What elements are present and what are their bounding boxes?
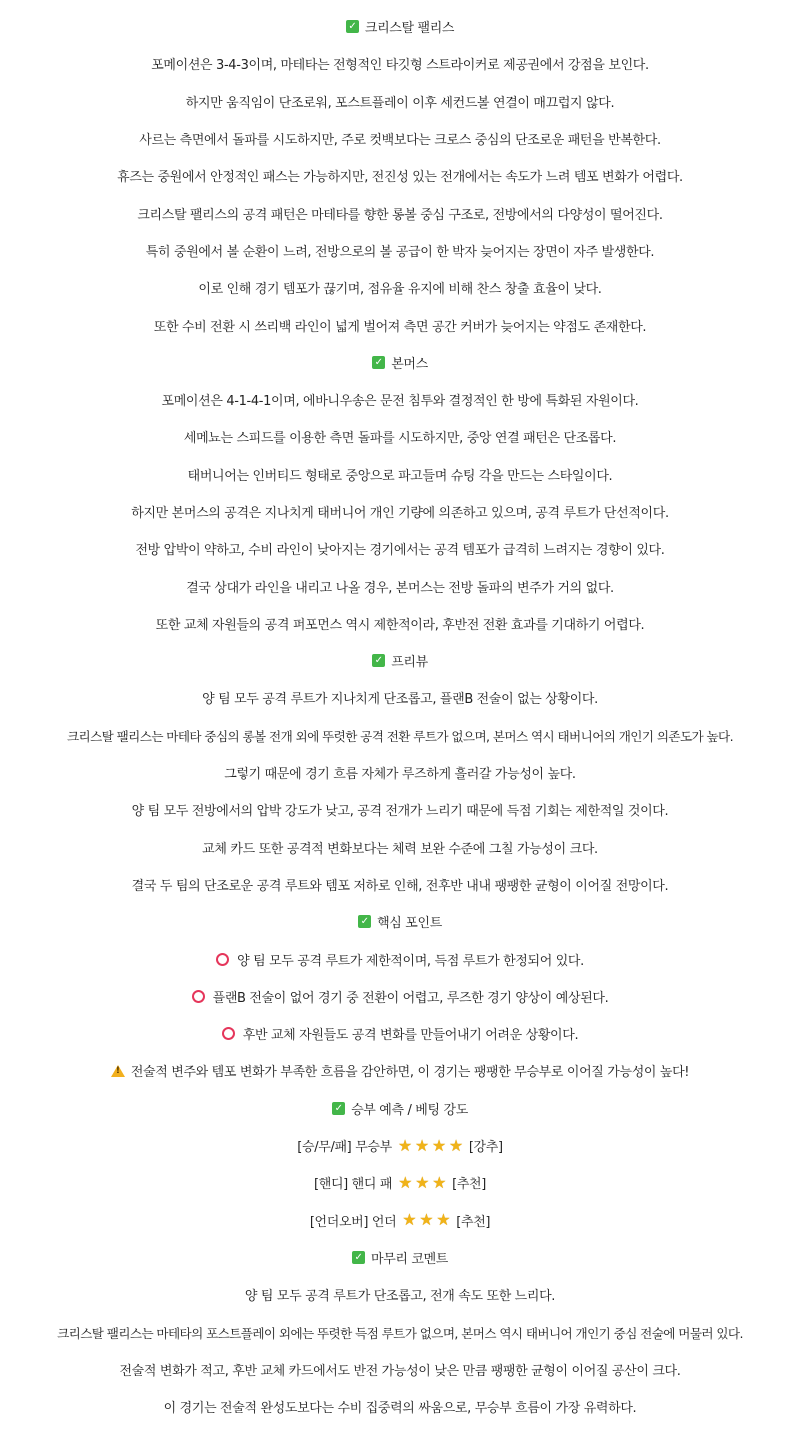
- section-title: 크리스탈 팰리스: [364, 21, 455, 37]
- paragraph-line: 하지만 움직임이 단조로워, 포스트플레이 이후 세컨드볼 연결이 매끄럽지 않다.: [185, 95, 615, 111]
- section-title: 핵심 포인트: [377, 916, 442, 932]
- section-heading-crystal-palace: [0, 8, 800, 45]
- paragraph-line: 전방 압박이 약하고, 수비 라인이 낮아지는 경기에서는 공격 템포가 급격히 느려지는 경향이 있다.: [135, 543, 665, 559]
- check-box-icon: ✓: [358, 915, 371, 928]
- bet-strength: [강추]: [468, 1140, 503, 1156]
- paragraph-line: 태버니어는 인버티드 형태로 중앙으로 파고들며 슈팅 각을 만드는 스타일이다.: [187, 468, 613, 484]
- paragraph-line: 크리스탈 팰리스는 마테타의 포스트플레이 외에는 뚜렷한 득점 루트가 없으며, 본머스 역시 태버니어 개인기 중심 전술에 머물러 있다.: [57, 1325, 743, 1341]
- key-point-text: 플랜B 전술이 없어 경기 중 전환이 어렵고, 루즈한 경기 양상이 예상된다.: [212, 990, 609, 1006]
- key-point-text: 후반 교체 자원들도 공격 변화를 만들어내기 어려운 상황이다.: [242, 1028, 579, 1044]
- paragraph-line: 크리스탈 팰리스는 마테타 중심의 롱볼 전개 외에 뚜렷한 공격 전환 루트가 없으며, 본머스 역시 태버니어의 개인기 의존도가 높다.: [66, 728, 734, 744]
- paragraph-line: 포메이션은 3-4-3이며, 마테타는 전형적인 타깃형 스트라이커로 제공권에서 강점을 보인다.: [151, 58, 649, 74]
- star-icon: ★: [415, 1172, 430, 1192]
- star-icon: ★: [436, 1210, 451, 1230]
- check-box-icon: ✓: [332, 1102, 345, 1115]
- paragraph-line: 그렇기 때문에 경기 흐름 자체가 루즈하게 흘러갈 가능성이 높다.: [224, 767, 576, 783]
- star-icon: ★: [432, 1172, 447, 1192]
- paragraph-line: 교체 카드 또한 공격적 변화보다는 체력 보완 수준에 그칠 가능성이 크다.: [202, 841, 598, 857]
- section-title: 승부 예측 / 베팅 강도: [351, 1102, 468, 1118]
- paragraph-line: 휴즈는 중원에서 안정적인 패스는 가능하지만, 전진성 있는 전개에서는 속도가 느려 템포 변화가 어렵다.: [117, 170, 683, 186]
- star-rating: [397, 1135, 463, 1155]
- paragraph-line: 결국 상대가 라인을 내리고 나올 경우, 본머스는 전방 돌파의 변주가 거의 없다.: [186, 580, 614, 596]
- paragraph-line: 특히 중원에서 볼 순환이 느려, 전방으로의 볼 공급이 한 박자 늦어지는 장면이 자주 발생한다.: [145, 244, 655, 260]
- paragraph-line: 또한 수비 전환 시 쓰리백 라인이 넓게 벌어져 측면 공간 커버가 늦어지는 약점도 존재한다.: [153, 319, 647, 335]
- paragraph-line: 이로 인해 경기 템포가 끊기며, 점유율 유지에 비해 찬스 창출 효율이 낮다.: [198, 282, 602, 298]
- paragraph-line: 또한 교체 자원들의 공격 퍼포먼스 역시 제한적이라, 후반전 전환 효과를 기대하기 어렵다.: [155, 617, 645, 633]
- check-box-icon: ✓: [346, 20, 359, 33]
- star-icon: ★: [402, 1210, 417, 1230]
- red-circle-icon: [192, 990, 205, 1003]
- bet-row: [0, 1202, 800, 1239]
- star-rating: [398, 1172, 447, 1192]
- check-box-icon: ✓: [372, 356, 385, 369]
- paragraph-line: 양 팀 모두 전방에서의 압박 강도가 낮고, 공격 전개가 느리기 때문에 득점 기회는 제한적일 것이다.: [131, 804, 669, 820]
- paragraph-line: 이 경기는 전술적 완성도보다는 수비 집중력의 싸움으로, 무승부 흐름이 가장 유력하다.: [163, 1401, 637, 1417]
- star-icon: ★: [397, 1135, 412, 1155]
- paragraph-line: 포메이션은 4-1-4-1이며, 에바니우송은 문전 침투와 결정적인 한 방에 특화된 자원이다.: [161, 394, 639, 410]
- star-rating: [402, 1212, 450, 1228]
- paragraph-line: 양 팀 모두 공격 루트가 지나치게 단조롭고, 플랜B 전술이 없는 상황이다.: [202, 692, 598, 708]
- bet-row: [0, 1164, 800, 1201]
- section-heading-key-points: [0, 903, 800, 940]
- bet-row: [0, 1127, 800, 1164]
- paragraph-line: 사르는 측면에서 돌파를 시도하지만, 주로 컷백보다는 크로스 중심의 단조로운 패턴을 반복한다.: [139, 133, 661, 149]
- key-point-item: [0, 940, 800, 977]
- star-icon: ★: [431, 1135, 446, 1155]
- bet-market: [승/무/패] 무승부: [297, 1140, 392, 1156]
- star-icon: ★: [419, 1210, 434, 1230]
- warning-line: [0, 1052, 800, 1089]
- star-icon: ★: [448, 1135, 463, 1155]
- star-icon: ★: [414, 1135, 429, 1155]
- section-heading-preview: [0, 642, 800, 679]
- bet-market: [핸디] 핸디 패: [314, 1177, 393, 1193]
- key-point-item: [0, 978, 800, 1015]
- paragraph-line: 양 팀 모두 공격 루트가 단조롭고, 전개 속도 또한 느리다.: [244, 1289, 556, 1305]
- star-icon: ★: [398, 1172, 413, 1192]
- section-title: 본머스: [391, 356, 428, 372]
- key-point-item: [0, 1015, 800, 1052]
- section-heading-bournemouth: [0, 344, 800, 381]
- section-title: 프리뷰: [391, 655, 428, 671]
- key-point-text: 양 팀 모두 공격 루트가 제한적이며, 득점 루트가 한정되어 있다.: [237, 953, 584, 969]
- section-heading-closing: [0, 1239, 800, 1276]
- bet-market: [언더오버] 언더: [309, 1214, 397, 1230]
- paragraph-line: 하지만 본머스의 공격은 지나치게 태버니어 개인 기량에 의존하고 있으며, 공격 루트가 단선적이다.: [131, 506, 669, 521]
- paragraph-line: 세메뇨는 스피드를 이용한 측면 돌파를 시도하지만, 중앙 연결 패턴은 단조롭다.: [183, 431, 617, 447]
- red-circle-icon: [222, 1027, 235, 1040]
- paragraph-line: 크리스탈 팰리스의 공격 패턴은 마테타를 향한 롱볼 중심 구조로, 전방에서의 다양성이 떨어진다.: [137, 207, 663, 223]
- section-heading-prediction: [0, 1090, 800, 1127]
- red-circle-icon: [216, 953, 229, 966]
- section-title: 마무리 코멘트: [370, 1251, 449, 1267]
- warning-icon: [111, 1065, 125, 1077]
- paragraph-line: 전술적 변화가 적고, 후반 교체 카드에서도 반전 가능성이 낮은 만큼 팽팽한 균형이 이어질 공산이 크다.: [119, 1363, 681, 1379]
- check-box-icon: ✓: [372, 654, 385, 667]
- bet-strength: [추천]: [452, 1177, 486, 1193]
- warning-text: 전술적 변주와 템포 변화가 부족한 흐름을 감안하면, 이 경기는 팽팽한 무승부로 이어질 가능성이 높다!: [130, 1065, 690, 1081]
- bet-strength: [추천]: [456, 1214, 491, 1230]
- check-box-icon: ✓: [352, 1251, 365, 1264]
- paragraph-line: 결국 두 팀의 단조로운 공격 루트와 템포 저하로 인해, 전후반 내내 팽팽한 균형이 이어질 전망이다.: [131, 878, 669, 894]
